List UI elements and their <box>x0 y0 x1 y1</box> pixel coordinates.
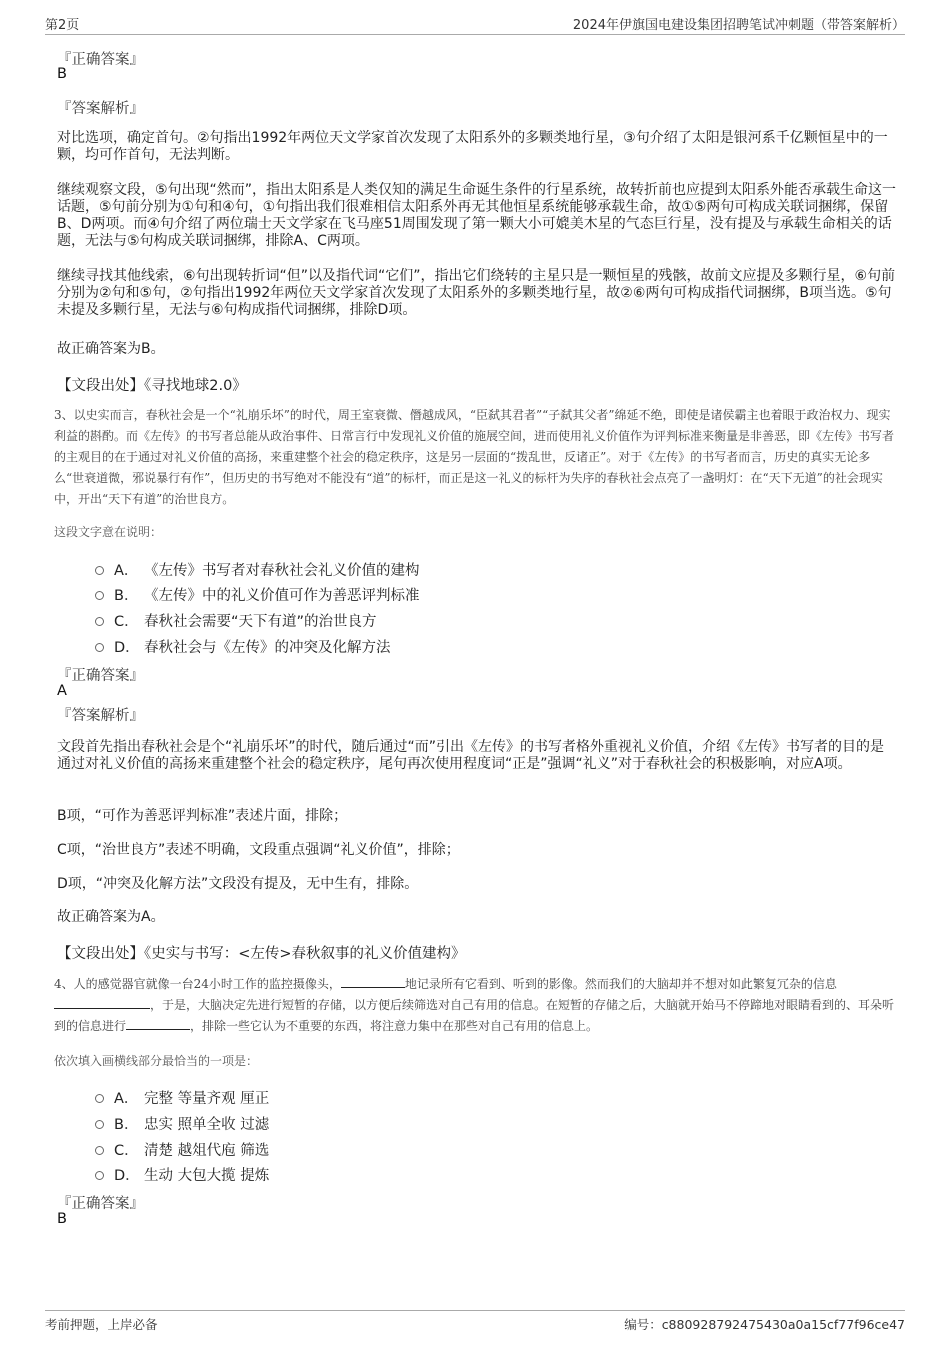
source-citation: 【文段出处】《史实与书写：<左传>春秋叙事的礼义价值建构》 <box>57 946 466 962</box>
blank-3 <box>126 1029 190 1030</box>
analysis-conclusion: 故正确答案为B。 <box>57 341 165 357</box>
answer-value: B <box>57 66 67 82</box>
question-prompt: 这段文字意在说明： <box>54 525 163 539</box>
option-a[interactable]: A． 完整 等量齐观 厘正 <box>95 1087 269 1108</box>
analysis-paragraph: B项，“可作为善恶评判标准”表述片面，排除； <box>57 808 348 824</box>
radio-icon[interactable] <box>95 617 104 626</box>
analysis-label: 『答案解析』 <box>57 708 144 724</box>
radio-icon[interactable] <box>95 1094 104 1103</box>
question-text: 3、以史实而言，春秋社会是一个“礼崩乐坏”的时代，周王室衰微、僭越成风，“臣弑其君者”“子弑其父者”绵延不绝，即使是诸侯霸主也着眼于政治权力、现实利益的斟酌。而《左传》的书写者总能从政治事件、日常言行中发现礼义价值的施展空间，进而使用礼义价值作为评判标准来衡量是非善恶，即《左传》书写者的主观目的在于通过对礼义价值的高扬，来重建整个社会的稳定秩序，这是另一层面的“拨乱世，反诸正”。对于《左传》的书写者而言，历史的真实无论多么“世衰道微，邪说暴行有作”，但历史的书写绝对不能没有“道”的标杆，而正是这一礼义的标杆为失序的春秋社会点亮了一盏明灯：在“天下无道”的社会现实中，开出“天下有道”的治世良方。 <box>54 408 895 506</box>
radio-icon[interactable] <box>95 1120 104 1129</box>
answer-label: 『正确答案』 <box>57 668 144 684</box>
page-footer <box>45 1310 905 1333</box>
footer-slogan: 考前押题，上岸必备 <box>45 1317 158 1332</box>
option-a[interactable]: A． 《左传》书写者对春秋社会礼义价值的建构 <box>95 559 420 580</box>
analysis-paragraph: C项，“治世良方”表述不明确，文段重点强调“礼义价值”，排除； <box>57 842 460 858</box>
source-citation: 【文段出处】《寻找地球2.0》 <box>57 378 247 394</box>
radio-icon[interactable] <box>95 1171 104 1180</box>
radio-icon[interactable] <box>95 591 104 600</box>
analysis-paragraph: 文段首先指出春秋社会是个“礼崩乐坏”的时代，随后通过“而”引出《左传》的书写者格外重视礼义价值，介绍《左传》书写者的目的是通过对礼义价值的高扬来重建整个社会的稳定秩序，尾句再次使用程度词“正是”强调“礼义”对于春秋社会的积极影响，对应A项。 <box>57 739 885 772</box>
analysis-paragraph: 继续观察文段，⑤句出现“然而”，指出太阳系是人类仅知的满足生命诞生条件的行星系统，故转折前也应提到太阳系外能否承载生命这一话题，⑤句前分别为①句和④句，①句指出我们很难相信太阳系外再无其他恒星系统能够承载生命，故①⑤两句可构成关联词捆绑，保留B、D两项。而④句介绍了两位瑞士天文学家在飞马座51周围发现了第一颗大小可媲美木星的气态巨行星，没有提及与承载生命相关的话题，无法与⑤句构成关联词捆绑，排除A、C两项。 <box>57 182 897 249</box>
answer-label: 『正确答案』 <box>57 52 144 68</box>
question-text: 4、人的感觉器官就像一台24小时工作的监控摄像头， 地记录所有它看到、听到的影像。然而我们的大脑却并不想对如此繁复冗杂的信息，于是，大脑决定先进行短暂的存储，以方便后续筛选对自己有用的信息。在短暂的存储之后，大脑就开始马不停蹄地对眼睛看到的、耳朵听到的信息进行 ，排除一些它认为不重要的东西，将注意力集中在那些对自己有用的信息上。 <box>54 977 895 1033</box>
option-d[interactable]: D． 春秋社会与《左传》的冲突及化解方法 <box>95 636 391 657</box>
page-header <box>45 14 905 35</box>
analysis-label: 『答案解析』 <box>57 101 144 117</box>
option-c[interactable]: C． 春秋社会需要“天下有道”的治世良方 <box>95 610 377 631</box>
option-c[interactable]: C． 清楚 越俎代庖 筛选 <box>95 1139 269 1160</box>
radio-icon[interactable] <box>95 643 104 652</box>
document-title: 2024年伊旗国电建设集团招聘笔试冲刺题（带答案解析） <box>572 18 905 33</box>
blank-2 <box>54 1008 150 1009</box>
answer-value: B <box>57 1211 67 1227</box>
radio-icon[interactable] <box>95 566 104 575</box>
answer-value: A <box>57 683 67 699</box>
blank-1 <box>341 987 405 988</box>
radio-icon[interactable] <box>95 1146 104 1155</box>
analysis-paragraph: 对比选项，确定首句。②句指出1992年两位天文学家首次发现了太阳系外的多颗类地行星，③句介绍了太阳是银河系千亿颗恒星中的一颗，均可作首句，无法判断。 <box>57 130 888 163</box>
option-b[interactable]: B． 忠实 照单全收 过滤 <box>95 1113 269 1134</box>
analysis-paragraph: 继续寻找其他线索，⑥句出现转折词“但”以及指代词“它们”，指出它们绕转的主星只是一颗恒星的残骸，故前文应提及多颗行星，⑥句前分别为②句和⑤句，②句指出1992年两位天文学家首次发现了太阳系外的多颗类地行星，故②⑥两句可构成指代词捆绑，B项当选。⑤句未提及多颗行星，无法与⑥句构成指代词捆绑，排除D项。 <box>57 268 896 318</box>
answer-label: 『正确答案』 <box>57 1196 144 1212</box>
document-code: 编号：c880928792475430a0a15cf77f96ce47 <box>624 1317 905 1332</box>
option-b[interactable]: B． 《左传》中的礼义价值可作为善恶评判标准 <box>95 584 420 605</box>
question-prompt: 依次填入画横线部分最恰当的一项是： <box>54 1054 259 1068</box>
analysis-conclusion: 故正确答案为A。 <box>57 909 165 925</box>
page-number: 第2页 <box>45 18 80 33</box>
analysis-paragraph: D项，“冲突及化解方法”文段没有提及，无中生有，排除。 <box>57 876 419 892</box>
option-d[interactable]: D． 生动 大包大揽 提炼 <box>95 1164 269 1185</box>
